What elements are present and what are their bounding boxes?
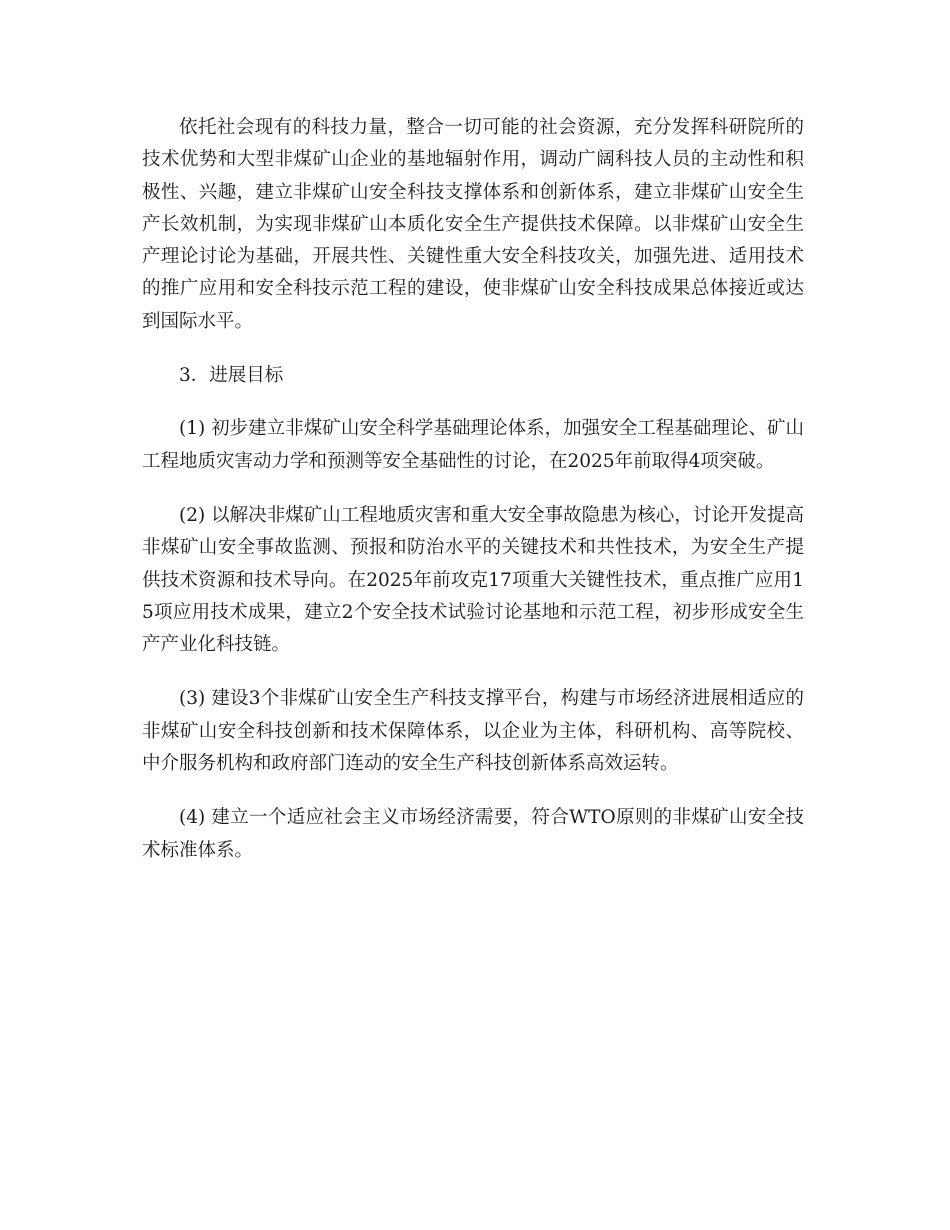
paragraph-goal-3: (3) 建设3个非煤矿山安全生产科技支撑平台，构建与市场经济进展相适应的非煤矿山安全科技创新和技术保障体系，以企业为主体，科研机构、高等院校、中介服务机构和政府部门连动的安全生产科技创新体系高效运转。 — [142, 688, 804, 775]
section-heading-goals: 3．进展目标 — [179, 365, 284, 387]
paragraph-overview: 依托社会现有的科技力量，整合一切可能的社会资源，充分发挥科研院所的技术优势和大型非煤矿山企业的基地辐射作用，调动广阔科技人员的主动性和积极性、兴趣，建立非煤矿山安全科技支撑体系和创新体系，建立非煤矿山安全生产长效机制，为实现非煤矿山本质化安全生产提供技术保障。以非煤矿山安全生产理论讨论为基础，开展共性、关键性重大安全科技攻关，加强先进、适用技术的推广应用和安全科技示范工程的建设，使非煤矿山安全科技成果总体接近或达到国际水平。 — [142, 117, 804, 332]
paragraph-goal-1: (1) 初步建立非煤矿山安全科学基础理论体系，加强安全工程基础理论、矿山工程地质灾害动力学和预测等安全基础性的讨论，在2025年前取得4项突破。 — [142, 418, 804, 472]
paragraph-goal-4: (4) 建立一个适应社会主义市场经济需要，符合WTO原则的非煤矿山安全技术标准体系。 — [142, 807, 804, 861]
paragraph-goal-2: (2) 以解决非煤矿山工程地质灾害和重大安全事故隐患为核心，讨论开发提高非煤矿山安全事故监测、预报和防治水平的关键技术和共性技术，为安全生产提供技术资源和技术导向。在2025年前攻克17项重大关键性技术，重点推广应用15项应用技术成果，建立2个安全技术试验讨论基地和示范工程，初步形成安全生产产业化科技链。 — [142, 504, 804, 656]
document-body — [142, 112, 804, 889]
